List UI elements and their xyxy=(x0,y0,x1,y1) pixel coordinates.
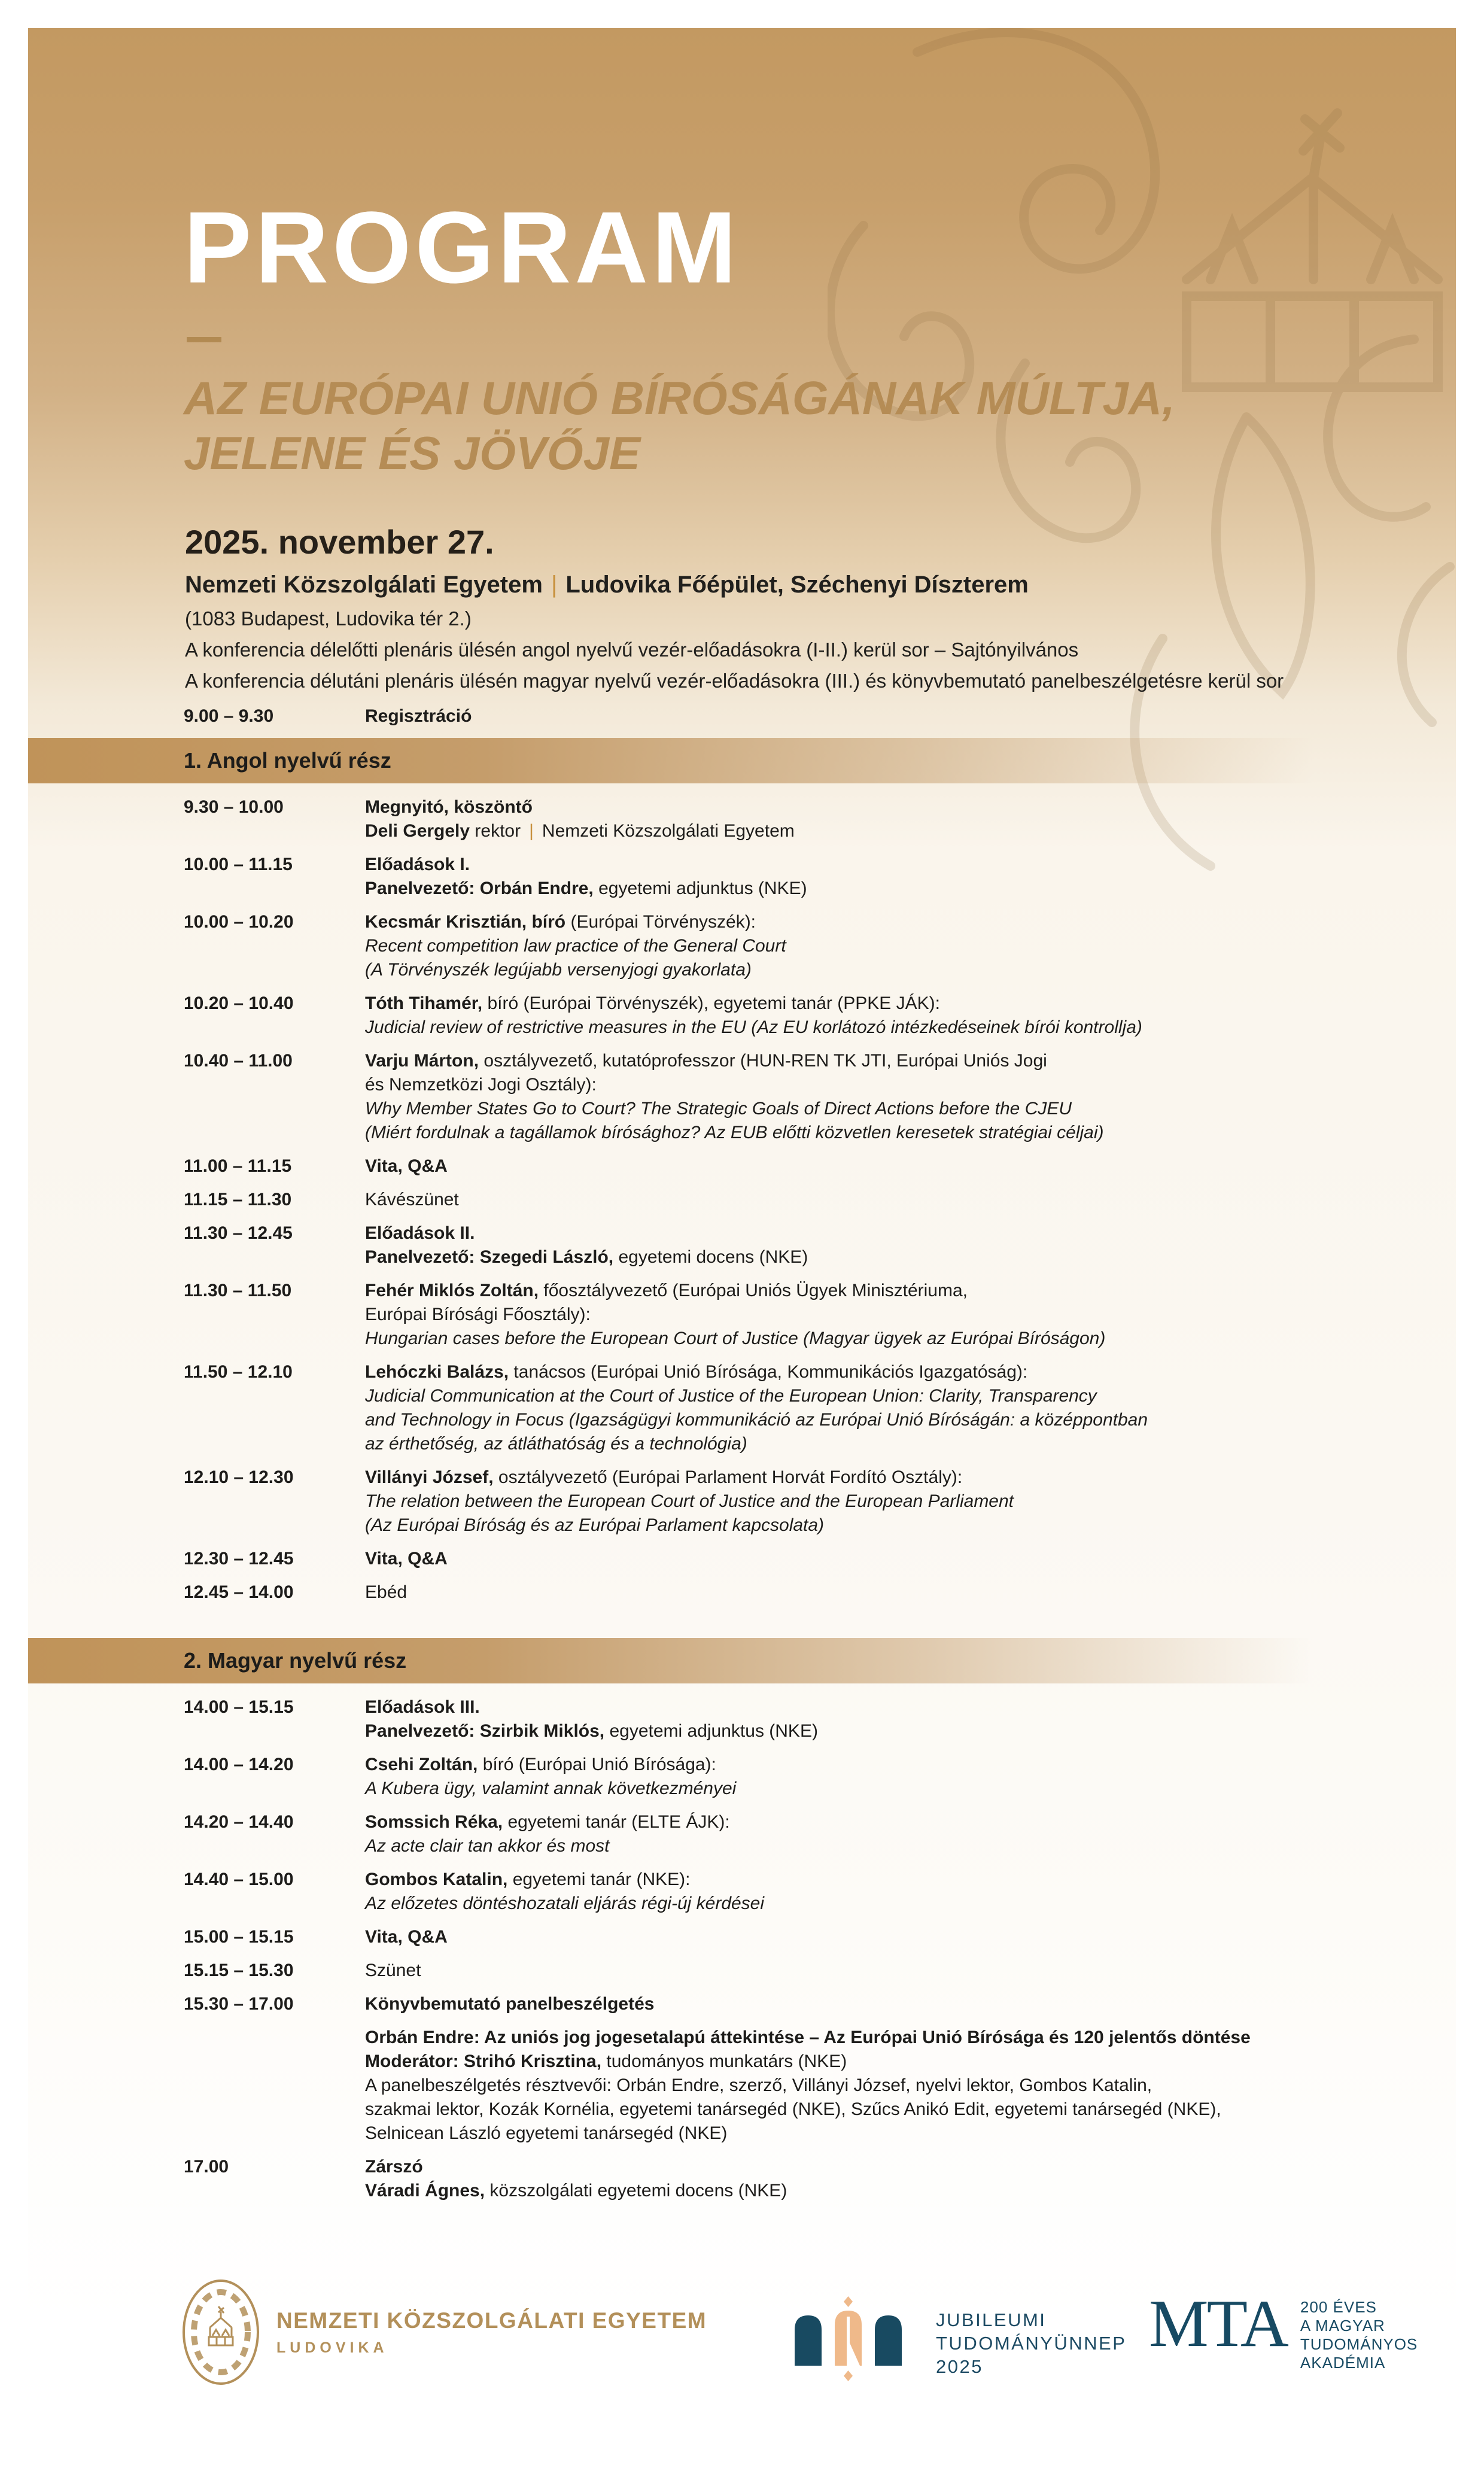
entry-line: Szünet xyxy=(365,1961,421,1980)
time-label xyxy=(184,2026,365,2145)
time-label: 10.20 – 10.40 xyxy=(184,993,294,1013)
time-label: 9.30 – 10.00 xyxy=(184,797,284,817)
jubileumi-line3: 2025 xyxy=(936,2356,983,2377)
section-title: 1. Angol nyelvű rész xyxy=(184,748,391,773)
schedule-row-registration xyxy=(28,704,1456,728)
entry-line: (Miért fordulnak a tagállamok bírósághoz? Az EUB előtti közvetlen keresetek stratégiai céljai) xyxy=(365,1123,1104,1142)
entry-line: Vita, Q&A xyxy=(365,1549,448,1569)
schedule-row-book-panel xyxy=(28,1992,1456,2016)
schedule-row-gombos xyxy=(28,1868,1456,1916)
entry-line: és Nemzetközi Jogi Osztály): xyxy=(365,1075,597,1095)
entry-line: Vita, Q&A xyxy=(365,1156,448,1176)
entry-line: Why Member States Go to Court? The Strategic Goals of Direct Actions before the CJEU xyxy=(365,1099,1072,1119)
time-label: 11.30 – 12.45 xyxy=(184,1223,293,1243)
time-label: 15.30 – 17.00 xyxy=(184,1994,294,2014)
schedule-row-varju xyxy=(28,1049,1456,1145)
venue-location: Ludovika Főépület, Széchenyi Díszterem xyxy=(565,572,1029,598)
entry-line: and Technology in Focus (Igazságügyi kommunikáció az Európai Unió Bíróságán: a középpontban xyxy=(365,1410,1148,1430)
time-label: 12.10 – 12.30 xyxy=(184,1467,294,1487)
entry-line: Zárszó xyxy=(365,2157,423,2177)
schedule-row-lectures-2 xyxy=(28,1221,1456,1269)
entry-line: az érthetőség, az átláthatóság és a technológia) xyxy=(365,1434,747,1454)
entry-line: Panelvezető: Szirbik Miklós, egyetemi adjunktus (NKE) xyxy=(365,1721,818,1741)
time-label: 11.30 – 11.50 xyxy=(184,1281,292,1300)
entry-line: Vita, Q&A xyxy=(365,1927,448,1947)
jubileumi-logo-group xyxy=(789,2294,1126,2384)
conference-note-morning: A konferencia délelőtti plenáris ülésén angol nyelvű vezér-előadásokra (I-II.) kerül sor – Sajtónyilvános xyxy=(185,639,1079,661)
mta-line2: A MAGYAR xyxy=(1300,2317,1385,2335)
footer xyxy=(28,2245,1456,2401)
ludovika-crest-icon xyxy=(181,2278,261,2387)
mta-line4: AKADÉMIA xyxy=(1300,2354,1386,2372)
title-rule xyxy=(187,337,221,342)
entry-line: Megnyitó, köszöntő xyxy=(365,797,533,817)
entry-line: A panelbeszélgetés résztvevői: Orbán Endre, szerző, Villányi József, nyelvi lektor, Gombos Katalin, xyxy=(365,2075,1152,2095)
entry-line: Előadások III. xyxy=(365,1697,480,1717)
entry-line: Varju Márton, osztályvezető, kutatóprofesszor (HUN-REN TK JTI, Európai Uniós Jogi xyxy=(365,1051,1047,1071)
schedule-row-feher xyxy=(28,1279,1456,1351)
schedule-row-lectures-1 xyxy=(28,853,1456,901)
section-band-english xyxy=(28,738,1456,783)
time-label: 14.20 – 14.40 xyxy=(184,1812,294,1832)
entry-line: (A Törvényszék legújabb versenyjogi gyakorlata) xyxy=(365,960,752,980)
time-label: 10.40 – 11.00 xyxy=(184,1051,293,1071)
time-label: 10.00 – 11.15 xyxy=(184,855,293,874)
entry-line: Judicial review of restrictive measures in the EU (Az EU korlátozó intézkedéseinek bírói kontrollja) xyxy=(365,1017,1142,1037)
entry-line: Somssich Réka, egyetemi tanár (ELTE ÁJK): xyxy=(365,1812,730,1832)
schedule xyxy=(28,704,1456,2212)
time-label: 17.00 xyxy=(184,2157,229,2177)
schedule-row-qa-3 xyxy=(28,1925,1456,1949)
entry-line: Orbán Endre: Az uniós jog jogesetalapú áttekintése – Az Európai Unió Bírósága és 120 jelentős döntése xyxy=(365,2028,1251,2047)
schedule-row-csehi xyxy=(28,1753,1456,1801)
schedule-row-opening xyxy=(28,795,1456,843)
entry-line: Előadások I. xyxy=(365,855,470,874)
time-label: 15.00 – 15.15 xyxy=(184,1927,294,1947)
schedule-row-kecsmar xyxy=(28,910,1456,982)
entry-line: Panelvezető: Szegedi László, egyetemi docens (NKE) xyxy=(365,1247,808,1267)
pipe-separator: | xyxy=(529,821,534,841)
entry-line: Selnicean László egyetemi tanársegéd (NKE) xyxy=(365,2123,728,2143)
entry-line: Az acte clair tan akkor és most xyxy=(365,1836,610,1856)
conference-title xyxy=(184,370,1175,481)
entry-line: Kecsmár Krisztián, bíró (Európai Törvényszék): xyxy=(365,912,756,932)
section-title: 2. Magyar nyelvű rész xyxy=(184,1648,407,1673)
entry-line: Kávészünet xyxy=(365,1190,459,1209)
entry-line: Judicial Communication at the Court of Justice of the European Union: Clarity, Transparency xyxy=(365,1386,1097,1406)
event-date: 2025. november 27. xyxy=(185,523,494,561)
schedule-row-panel-details xyxy=(28,2026,1456,2145)
page-background xyxy=(28,28,1456,2446)
nke-name: NEMZETI KÖZSZOLGÁLATI EGYETEM xyxy=(276,2308,707,2333)
venue-organization: Nemzeti Közszolgálati Egyetem xyxy=(185,572,543,598)
entry-line: The relation between the European Court of Justice and the European Parliament xyxy=(365,1491,1014,1511)
pipe-separator: | xyxy=(551,572,558,598)
entry-line: Lehóczki Balázs, tanácsos (Európai Unió Bírósága, Kommunikációs Igazgatóság): xyxy=(365,1362,1028,1382)
schedule-row-break xyxy=(28,1959,1456,1983)
schedule-row-lehoczki xyxy=(28,1360,1456,1456)
entry-line: Deli Gergely rektor | Nemzeti Közszolgálati Egyetem xyxy=(365,821,795,841)
schedule-row-toth xyxy=(28,992,1456,1040)
time-label: 11.50 – 12.10 xyxy=(184,1362,293,1382)
jubileumi-arches-icon xyxy=(789,2294,908,2384)
schedule-row-qa-2 xyxy=(28,1547,1456,1571)
nke-ludovika-logo-group xyxy=(181,2278,707,2387)
entry-line: Recent competition law practice of the General Court xyxy=(365,936,786,956)
entry-line: Gombos Katalin, egyetemi tanár (NKE): xyxy=(365,1870,691,1889)
entry-line: Panelvezető: Orbán Endre, egyetemi adjunktus (NKE) xyxy=(365,879,807,898)
entry-line: Moderátor: Strihó Krisztina, tudományos munkatárs (NKE) xyxy=(365,2051,847,2071)
page-title: PROGRAM xyxy=(184,191,740,305)
venue-line xyxy=(185,572,1029,598)
time-label: 14.00 – 15.15 xyxy=(184,1697,294,1717)
entry-line: Az előzetes döntéshozatali eljárás régi-új kérdései xyxy=(365,1894,765,1913)
schedule-row-lunch xyxy=(28,1581,1456,1604)
entry-line: Előadások II. xyxy=(365,1223,475,1243)
schedule-row-lectures-3 xyxy=(28,1695,1456,1743)
entry-line: szakmai lektor, Kozák Kornélia, egyetemi tanársegéd (NKE), Szűcs Anikó Edit, egyetemi tanársegéd (NKE), xyxy=(365,2099,1221,2119)
time-label: 12.45 – 14.00 xyxy=(184,1582,294,1602)
conference-note-afternoon: A konferencia délutáni plenáris ülésén magyar nyelvű vezér-előadásokra (III.) és könyvbemutató panelbeszélgetésre kerül sor xyxy=(185,670,1284,692)
time-label: 14.00 – 14.20 xyxy=(184,1755,294,1774)
schedule-row-closing xyxy=(28,2155,1456,2203)
time-label: 11.00 – 11.15 xyxy=(184,1156,292,1176)
entry-line: Európai Bírósági Főosztály): xyxy=(365,1305,591,1324)
jubileumi-line2: TUDOMÁNYÜNNEP xyxy=(936,2333,1127,2354)
jubileumi-line1: JUBILEUMI xyxy=(936,2309,1047,2330)
mta-wordmark: MTA xyxy=(1149,2287,1287,2361)
mta-logo-group xyxy=(1149,2287,1418,2372)
mta-line1: 200 ÉVES xyxy=(1300,2298,1377,2316)
nke-sub-brand: LUDOVIKA xyxy=(276,2339,388,2356)
entry-line: A Kubera ügy, valamint annak következményei xyxy=(365,1779,737,1798)
entry-line: Villányi József, osztályvezető (Európai Parlament Horvát Fordító Osztály): xyxy=(365,1467,963,1487)
crown-outline-icon xyxy=(1187,113,1438,387)
entry-line: Fehér Miklós Zoltán, főosztályvezető (Európai Uniós Ügyek Minisztériuma, xyxy=(365,1281,968,1300)
entry-line: Ebéd xyxy=(365,1582,408,1602)
entry-line: Hungarian cases before the European Court of Justice (Magyar ügyek az Európai Bíróságon) xyxy=(365,1329,1106,1348)
conference-title-line1: AZ EURÓPAI UNIÓ BÍRÓSÁGÁNAK MÚLTJA, xyxy=(184,372,1175,424)
conference-title-line2: JELENE ÉS JÖVŐJE xyxy=(184,427,640,479)
section-band-hungarian xyxy=(28,1638,1456,1683)
schedule-row-somssich xyxy=(28,1810,1456,1858)
time-label: 12.30 – 12.45 xyxy=(184,1549,294,1569)
time-label: 9.00 – 9.30 xyxy=(184,706,274,726)
entry-line: Tóth Tihamér, bíró (Európai Törvényszék), egyetemi tanár (PPKE JÁK): xyxy=(365,993,940,1013)
schedule-row-qa-1 xyxy=(28,1154,1456,1178)
time-label: 14.40 – 15.00 xyxy=(184,1870,294,1889)
mta-line3: TUDOMÁNYOS xyxy=(1300,2335,1418,2353)
entry-line: Csehi Zoltán, bíró (Európai Unió Bírósága): xyxy=(365,1755,716,1774)
time-label: 11.15 – 11.30 xyxy=(184,1190,292,1209)
entry-line: Regisztráció xyxy=(365,706,472,726)
time-label: 15.15 – 15.30 xyxy=(184,1961,294,1980)
schedule-row-coffee xyxy=(28,1188,1456,1212)
schedule-row-villanyi xyxy=(28,1466,1456,1537)
entry-line: (Az Európai Bíróság és az Európai Parlament kapcsolata) xyxy=(365,1515,825,1535)
entry-line: Váradi Ágnes, közszolgálati egyetemi docens (NKE) xyxy=(365,2181,787,2201)
venue-address: (1083 Budapest, Ludovika tér 2.) xyxy=(185,607,472,630)
entry-line: Könyvbemutató panelbeszélgetés xyxy=(365,1994,655,2014)
time-label: 10.00 – 10.20 xyxy=(184,912,294,932)
